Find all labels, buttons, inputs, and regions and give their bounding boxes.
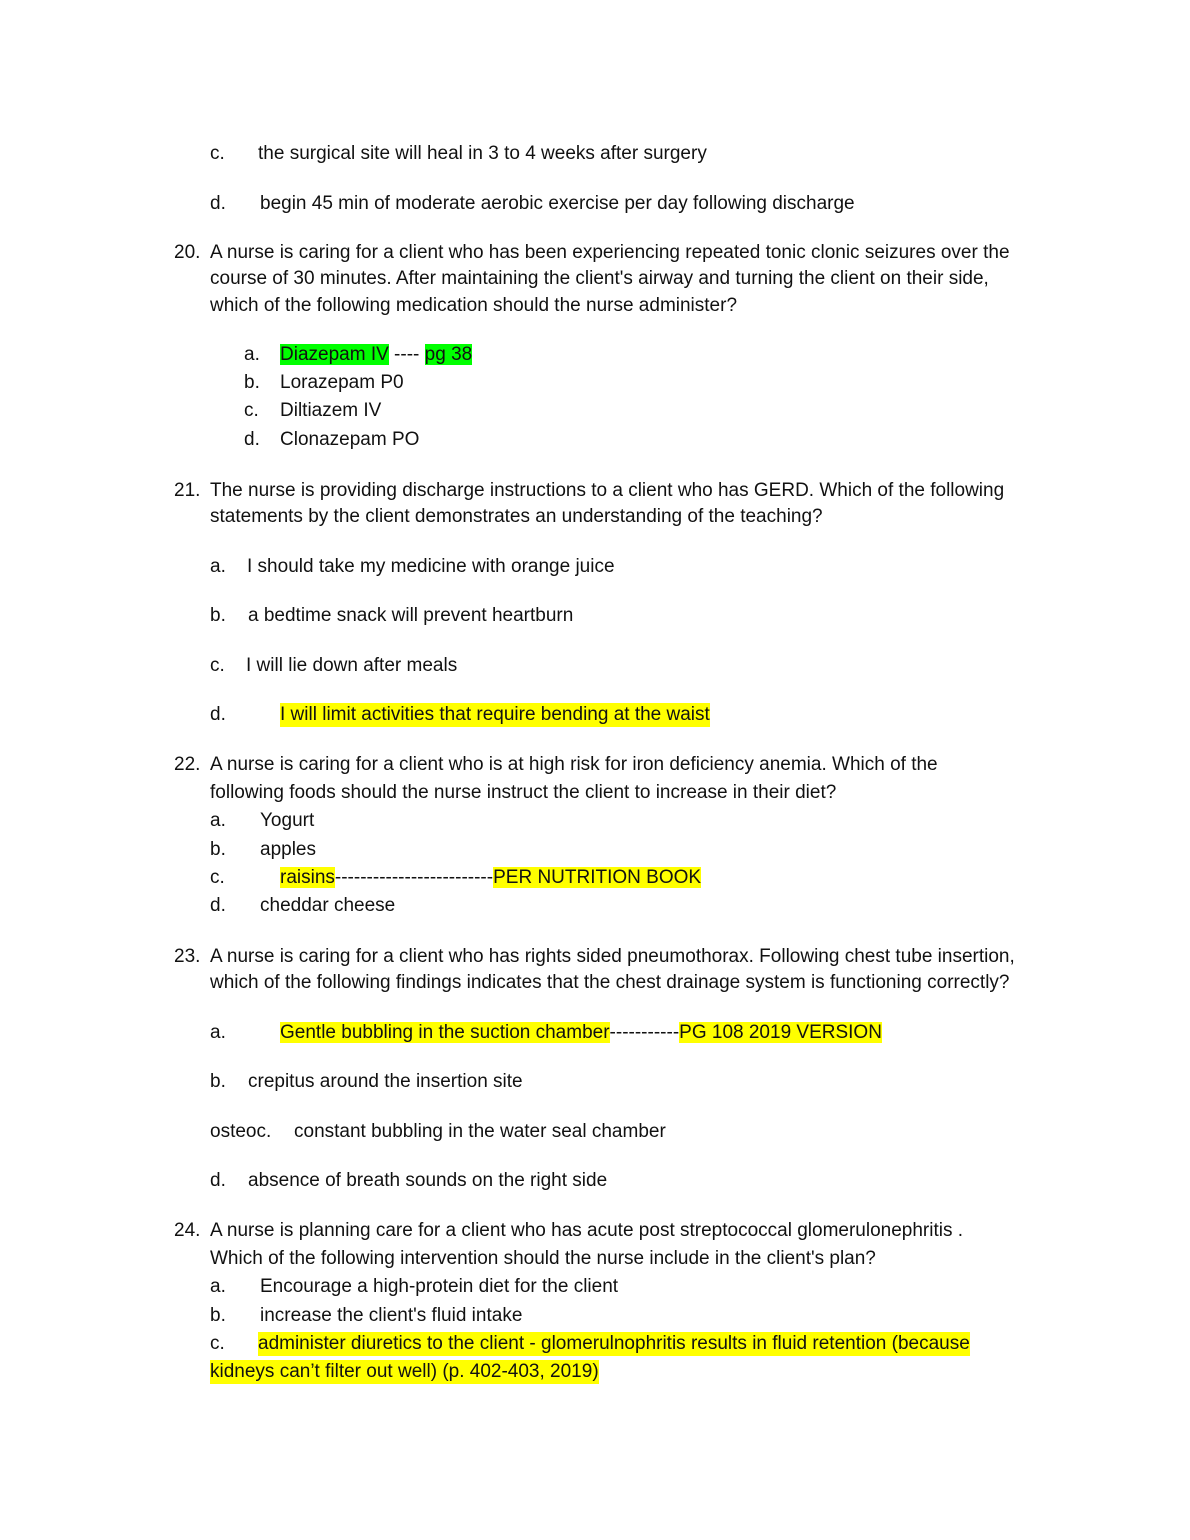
option-letter: b. <box>210 605 226 626</box>
option-letter: a. <box>244 344 260 365</box>
option-text: I will lie down after meals <box>246 655 458 676</box>
option-text: increase the client's fluid intake <box>260 1305 523 1326</box>
option-letter: d. <box>210 193 226 214</box>
option-text: absence of breath sounds on the right side <box>248 1170 608 1191</box>
option-letter: c. <box>210 1333 225 1354</box>
option-text: begin 45 min of moderate aerobic exercise per day following discharge <box>260 193 855 214</box>
question-text: Which of the following intervention should the nurse include in the client's plan? <box>210 1248 876 1269</box>
option-text: Clonazepam PO <box>280 429 420 450</box>
option-letter: a. <box>210 810 226 831</box>
reference-highlight: PER NUTRITION BOOK <box>493 867 702 888</box>
option-letter: c. <box>210 867 225 888</box>
option-text: I should take my medicine with orange juice <box>247 556 615 577</box>
question-number: 24. <box>174 1220 201 1241</box>
answer-option <box>280 866 701 890</box>
reference-highlight: PG 108 2019 VERSION <box>679 1022 882 1043</box>
answer-highlight: Diazepam IV <box>280 344 389 365</box>
question-text: course of 30 minutes. After maintaining the client's airway and turning the client on their side, <box>210 268 989 289</box>
option-letter: osteoc. <box>210 1121 272 1142</box>
question-number: 21. <box>174 480 201 501</box>
option-letter: c. <box>210 143 225 164</box>
question-text: A nurse is planning care for a client who has acute post streptococcal glomerulonephritis . <box>210 1220 964 1241</box>
option-text: the surgical site will heal in 3 to 4 weeks after surgery <box>258 143 707 164</box>
answer-highlight: Gentle bubbling in the suction chamber <box>280 1022 610 1043</box>
answer-highlight: raisins <box>280 867 335 888</box>
option-letter: b. <box>210 1071 226 1092</box>
option-text: cheddar cheese <box>260 895 396 916</box>
question-text: which of the following medication should the nurse administer? <box>210 295 738 316</box>
option-letter: d. <box>210 1170 226 1191</box>
question-text: A nurse is caring for a client who has been experiencing repeated tonic clonic seizures over the <box>210 242 1010 263</box>
option-text: crepitus around the insertion site <box>248 1071 523 1092</box>
option-letter: c. <box>244 400 259 421</box>
answer-highlight: administer diuretics to the client - glomerulnophritis results in fluid retention (because <box>258 1333 970 1354</box>
option-letter: a. <box>210 1276 226 1297</box>
question-text: following foods should the nurse instruct the client to increase in their diet? <box>210 782 837 803</box>
answer-option <box>280 343 472 367</box>
option-text: Yogurt <box>260 810 315 831</box>
question-number: 20. <box>174 242 201 263</box>
option-separator: ------------------------- <box>334 867 494 888</box>
option-separator: ----------- <box>609 1022 680 1043</box>
question-text: The nurse is providing discharge instructions to a client who has GERD. Which of the following <box>210 480 1005 501</box>
option-text: a bedtime snack will prevent heartburn <box>248 605 574 626</box>
option-letter: d. <box>210 895 226 916</box>
answer-highlight: kidneys can’t filter out well) (p. 402-403, 2019) <box>210 1361 599 1382</box>
option-text: Diltiazem IV <box>280 400 382 421</box>
answer-option <box>280 1021 882 1045</box>
reference-highlight: pg 38 <box>424 344 473 365</box>
option-text: Encourage a high-protein diet for the client <box>260 1276 619 1297</box>
option-text: Lorazepam P0 <box>280 372 404 393</box>
option-letter: b. <box>244 372 260 393</box>
question-text: statements by the client demonstrates an understanding of the teaching? <box>210 506 823 527</box>
option-text: constant bubbling in the water seal chamber <box>294 1121 666 1142</box>
option-letter: d. <box>210 704 226 725</box>
option-letter: c. <box>210 655 225 676</box>
question-text: A nurse is caring for a client who has rights sided pneumothorax. Following chest tube insertion, <box>210 946 1015 967</box>
option-letter: a. <box>210 1022 226 1043</box>
answer-highlight: I will limit activities that require bending at the waist <box>280 704 710 725</box>
question-number: 23. <box>174 946 201 967</box>
question-number: 22. <box>174 754 201 775</box>
question-text: A nurse is caring for a client who is at high risk for iron deficiency anemia. Which of the <box>210 754 938 775</box>
option-letter: a. <box>210 556 226 577</box>
option-letter: d. <box>244 429 260 450</box>
question-text: which of the following findings indicates that the chest drainage system is functioning correctly? <box>210 972 1010 993</box>
option-letter: b. <box>210 1305 226 1326</box>
option-letter: b. <box>210 839 226 860</box>
option-separator: ---- <box>388 344 425 365</box>
option-text: apples <box>260 839 316 860</box>
